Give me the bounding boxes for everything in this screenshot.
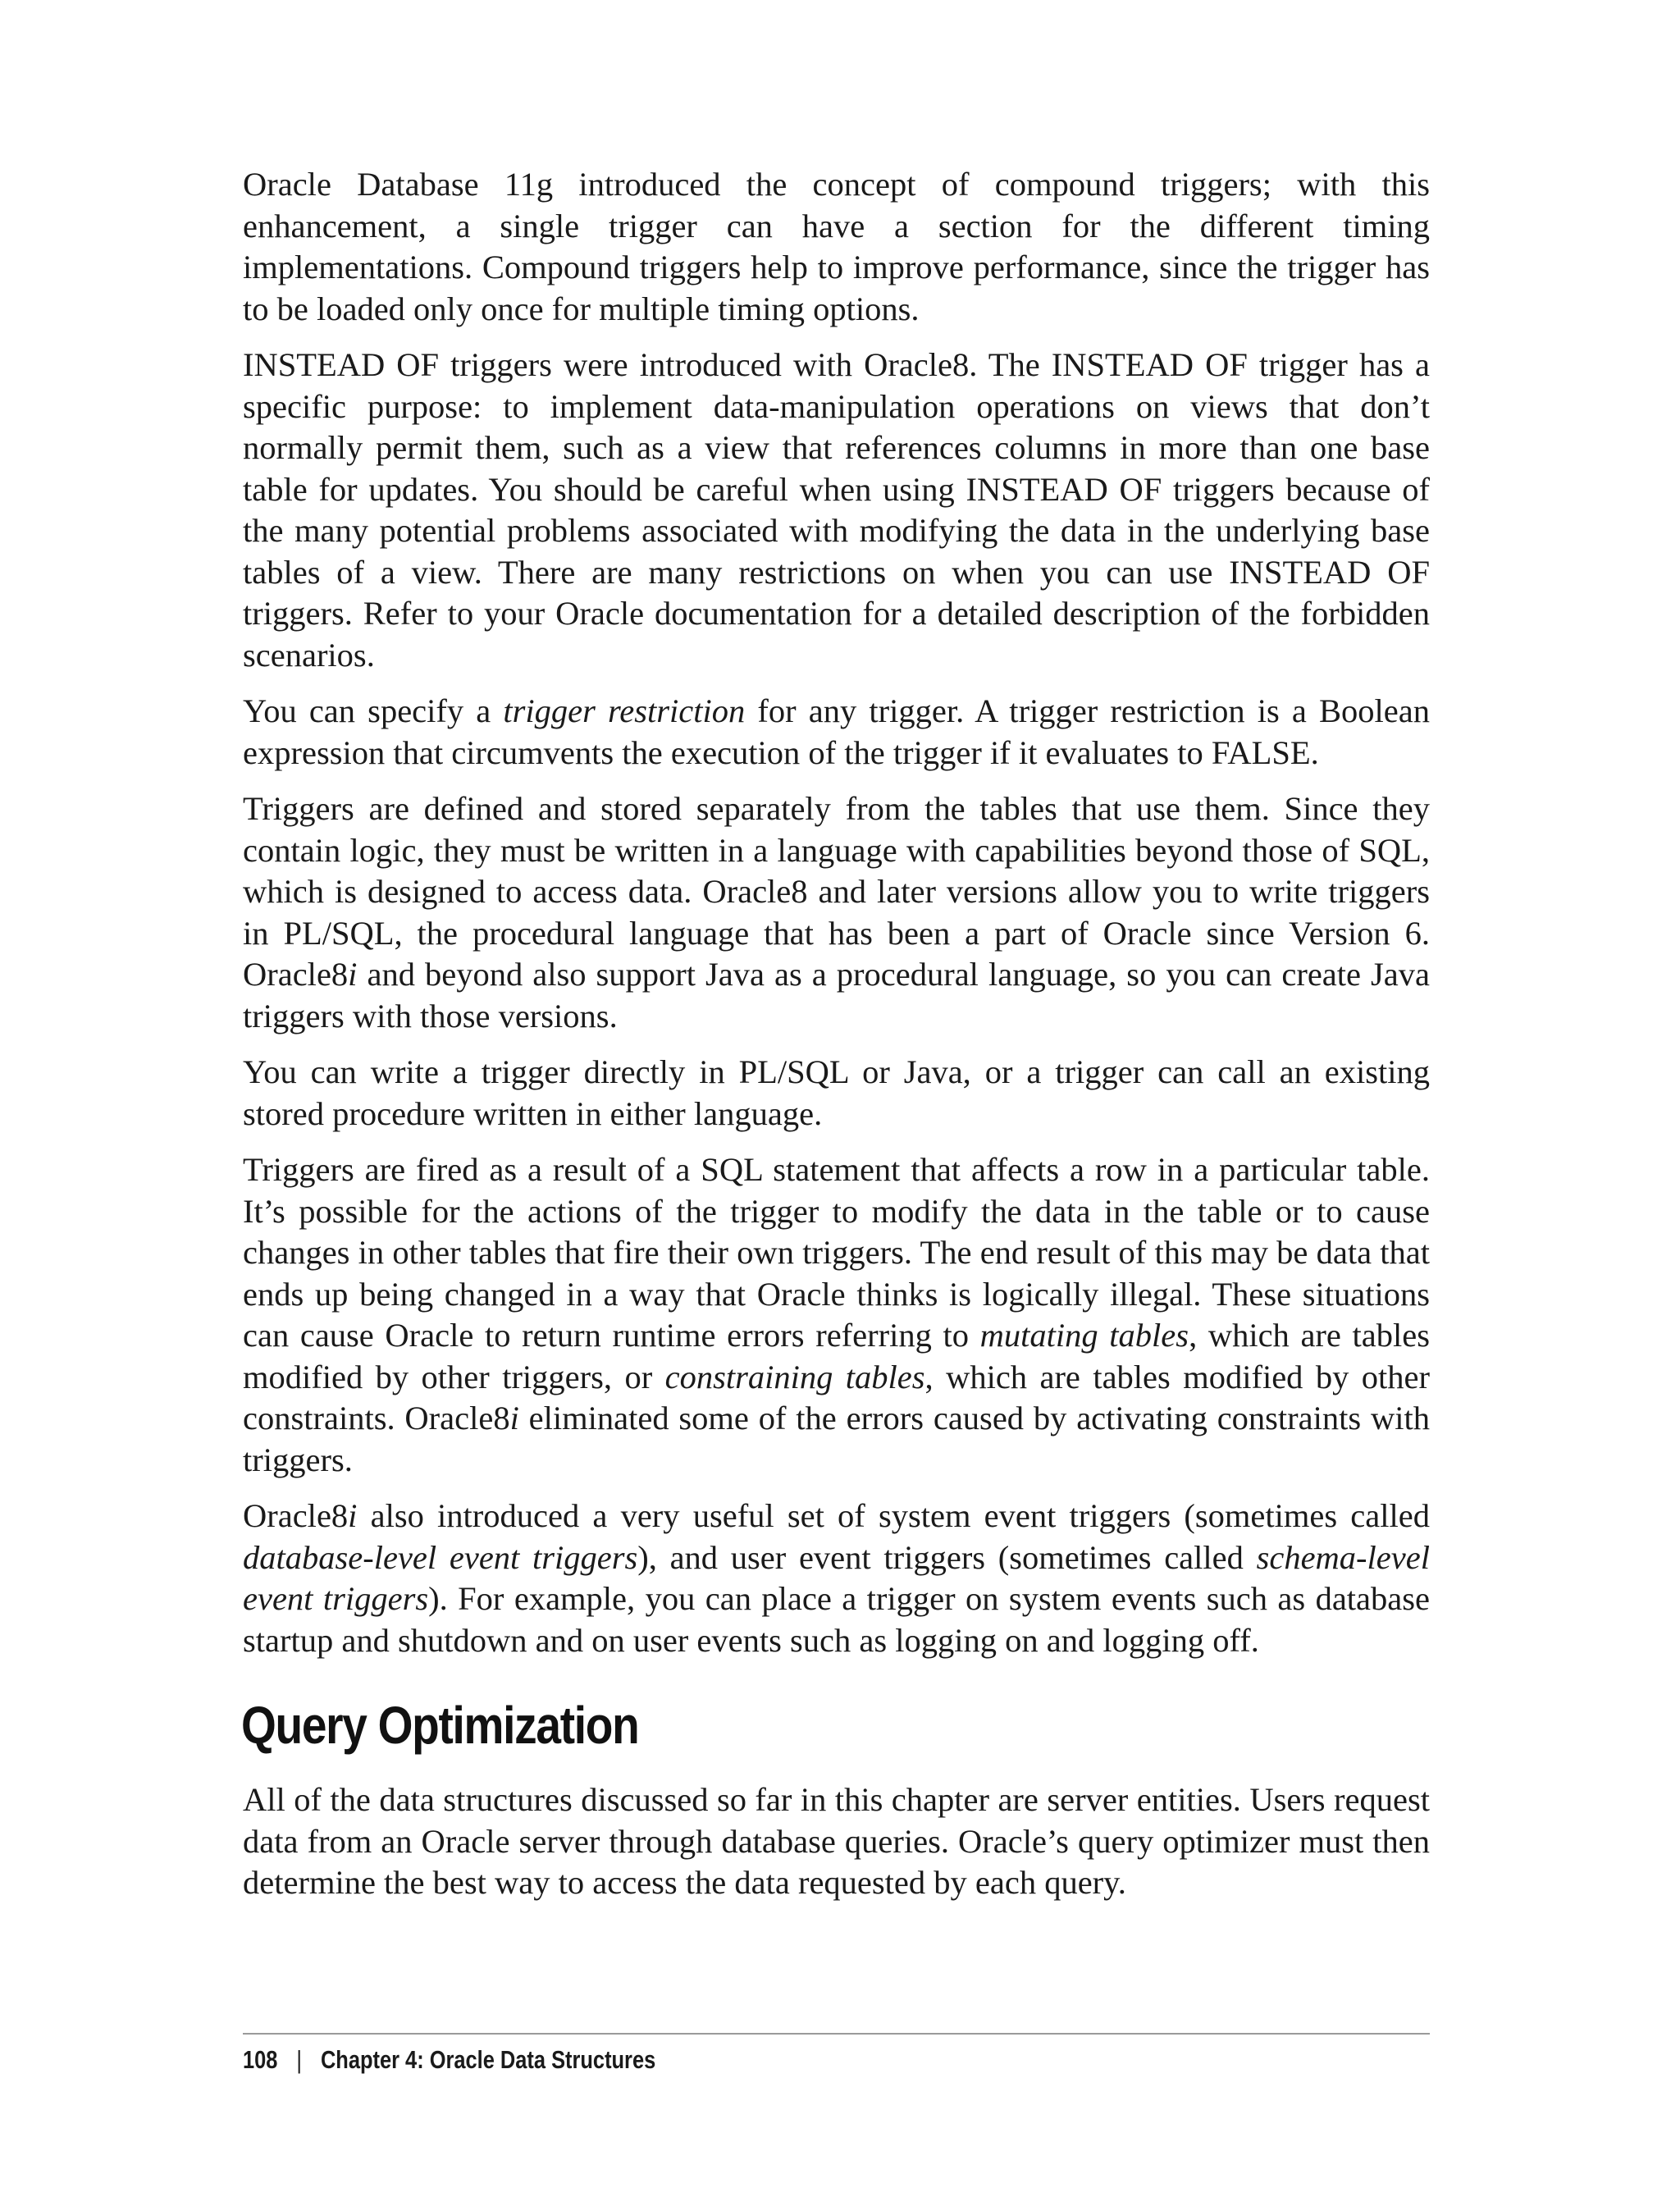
chapter-title: Chapter 4: Oracle Data Structures [320,2045,656,2074]
running-footer [243,2044,1217,2076]
text-run: You can write a trigger directly in PL/SQL or Java, or a trigger can call an existing stored procedure written in either language. [243,1053,1430,1132]
section-paragraph: All of the data structures discussed so far in this chapter are server entities. Users request data from an Oracle server through database queries. Oracle’s query optimizer must then determine the best way to access the data requested by each query. [243,1781,1430,1901]
page-body [243,164,1430,1919]
text-run: Triggers are fired as a result of a SQL statement that affects a row in a particular table. It’s possible for the actions of the trigger to modify the data in the table or to cause changes in other tables that fire their own triggers. The end result of this may be data that ends up being changed in a way that Oracle thinks is logically illegal. These situations can cause Oracle to return runtime errors referring to [243,1151,1430,1354]
italic-term: i [348,1497,358,1534]
italic-term: i [509,1400,519,1436]
italic-term: constraining tables [664,1358,925,1395]
paragraph-trigger-restriction [243,691,1430,774]
paragraph-event-triggers [243,1496,1430,1661]
text-run: , which are tables modified by other constraints. Oracle8 [243,1358,1430,1436]
text-run: eliminated some of the errors caused by activating constraints with triggers. [243,1400,1430,1478]
text-run: for any trigger. A trigger restriction is a Boolean expression that circumvents the execution of the trigger if it evaluates to FALSE. [243,692,1430,771]
paragraph-mutating-tables [243,1149,1430,1481]
text-run: ). For example, you can place a trigger on system events such as database startup and shutdown and on user events such as logging on and logging off. [243,1580,1430,1659]
page-footer [243,2033,1430,2076]
italic-term: mutating tables [979,1317,1189,1354]
italic-term: schema-level event triggers [243,1538,1430,1617]
text-run: Oracle8 [243,1497,349,1534]
text-run: , which are tables modified by other triggers, or [243,1317,1431,1395]
italic-term: database-level event triggers [243,1538,638,1576]
text-run: Oracle Database 11g introduced the concept of compound triggers; with this enhancement, a single trigger can have a section for the different timing implementations. Compound triggers help to improve performance, since the trigger has to be loaded only once for multiple timing options. [243,166,1430,327]
text-run: INSTEAD OF triggers were introduced with Oracle8. The INSTEAD OF trigger has a specific purpose: to implement data-manipulation operations on views that don’t normally permit them, such as a view that references columns in more than one base table for updates. You should be careful when using INSTEAD OF triggers because of the many potential problems associated with modifying the data in the underlying base tables of a view. There are many restrictions on when you can use INSTEAD OF triggers. Refer to your Oracle documentation for a detailed description of the forbidden scenarios. [243,346,1430,674]
text-run: You can specify a [243,692,504,729]
footer-rule [243,2033,1430,2035]
paragraph-trigger-languages [243,788,1430,1037]
paragraph-compound-triggers [243,164,1430,330]
text-run: and beyond also support Java as a procedural language, so you can create Java triggers with those versions. [243,956,1430,1034]
footer-separator: | [296,2045,302,2074]
text-run: also introduced a very useful set of system event triggers (sometimes called [357,1497,1430,1534]
italic-term: i [348,956,358,993]
section-heading: Query Optimization [241,1696,639,1755]
text-run: ), and user event triggers (sometimes called [637,1538,1257,1576]
italic-term: trigger restriction [503,692,746,729]
text-run: Triggers are defined and stored separately from the tables that use them. Since they contain logic, they must be written in a language with capabilities beyond those of SQL, which is designed to access data. Oracle8 and later versions allow you to write triggers in PL/SQL, the procedural language that has been a part of Oracle since Version 6. Oracle8 [243,790,1430,993]
paragraph-instead-of-triggers [243,345,1430,676]
paragraph-plsql-or-java [243,1052,1430,1135]
page-number: 108 [243,2045,278,2074]
